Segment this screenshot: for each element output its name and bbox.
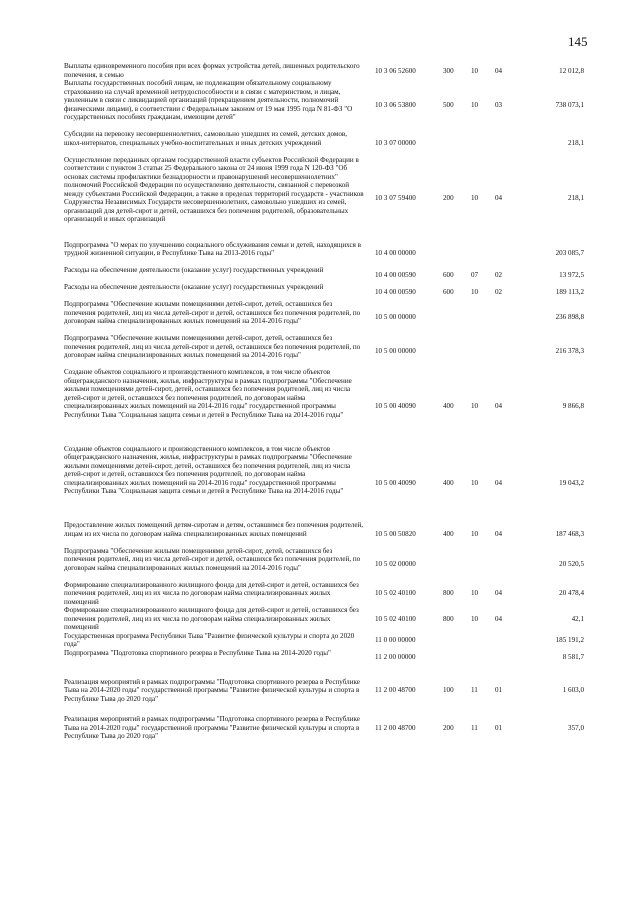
row-description: Подпрограмма "Обеспечение жилыми помещениями детей-сирот, детей, оставшихся без попечения родителей, лиц из числа детей-сирот и детей, оставшихся без попечения родителей, по договорам найма специализированных жилых помещений на 2014-2016 годы" [64,334,361,359]
row-code: 10 4 00 00590 [375,287,416,296]
row-subsection: 02 [495,287,503,296]
row-description: Расходы на обеспечение деятельности (оказание услуг) государственных учреждений [64,266,324,274]
row-subsection: 04 [495,614,503,623]
row-amount: 9 866,8 [562,402,584,410]
table-row [64,368,584,445]
row-spacer [64,703,584,715]
table-row [64,521,584,547]
row-description: Подпрограмма "Подготовка спортивного резерва в Республике Тыва на 2014-2020 годы" [64,648,331,657]
table-row [64,79,584,130]
row-description: Формирование специализированного жилищного фонда для детей-сирот и детей, оставшихся без попечения родителей, лиц из их числа по договорам найма специализированных жилых помещений [64,606,359,631]
row-amount: 13 972,5 [559,270,584,279]
table-row [64,156,584,241]
row-section: 10 [471,193,479,202]
row-description: Расходы на обеспечение деятельности (оказание услуг) государственных учреждений [64,283,324,291]
row-description: Реализация мероприятий в рамках подпрограммы "Подготовка спортивного резерва в Республике Тыва на 2014-2020 годы" государственной программы "Развитие физической культуры и спорта в Республике Тыва до 2020 года" [64,677,360,703]
row-code: 10 5 02 00000 [375,559,416,568]
row-expense-type: 400 [443,402,454,410]
row-code: 11 0 00 00000 [375,635,416,644]
row-expense-type: 800 [443,589,454,597]
table-row [64,547,584,581]
table-row [64,130,584,156]
table-row [64,62,584,79]
row-subsection: 01 [495,723,503,732]
row-description: Реализация мероприятий в рамках подпрограммы "Подготовка спортивного резерва в Республике Тыва на 2014-2020 годы" государственной программы "Развитие физической культуры и спорта в Республике Тыва до 2020 года" [64,715,360,740]
row-subsection: 04 [495,589,503,597]
row-code: 11 2 00 00000 [375,652,416,661]
table-row [64,715,584,741]
row-amount: 357,0 [568,723,584,732]
row-expense-type: 400 [443,478,454,487]
row-subsection: 03 [495,100,503,109]
row-section: 10 [471,614,479,623]
table-row [64,649,584,666]
row-description: Государственная программа Республики Тыва "Развитие физической культуры и спорта до 2020 года" [64,631,355,648]
row-section: 07 [471,270,479,279]
row-amount: 1 603,0 [562,686,584,694]
table-row [64,606,584,632]
row-section: 11 [471,686,478,694]
row-code: 10 4 00 00000 [375,249,416,257]
row-expense-type: 200 [443,723,454,732]
row-code: 10 5 00 00000 [375,312,416,321]
row-section: 10 [471,478,479,487]
row-amount: 12 012,8 [559,66,584,75]
row-section: 10 [471,402,479,410]
row-amount: 8 581,7 [562,652,584,661]
row-code: 10 3 06 52600 [375,66,416,75]
row-code: 11 2 00 48700 [375,723,416,732]
row-code: 10 3 06 53800 [375,100,416,109]
row-amount: 19 043,2 [559,478,584,487]
row-amount: 218,1 [568,193,584,202]
row-description: Субсидии на перевозку несовершеннолетних, самовольно ушедших из семей, детских домов, школ-интернатов, специальных учебно-воспитательных и иных детских учреждений [64,130,348,147]
row-section: 10 [471,589,479,597]
row-description: Создание объектов социального и производственного комплексов, в том числе объектов общегражданского назначения, жилья, инфраструктуры в рамках подпрограммы "Обеспечение жилыми помещениями детей-сирот, детей, оставшихся без попечения родителей, лиц из числа детей-сирот и детей, оставшихся без попечения родителей, по договорам найма специализированных жилых помещений на 2014-2016 годы" государственной программы Республики Тыва "Социальная защита семьи и детей в Республике Тыва на 2014-2016 годы" [64,444,352,495]
row-code: 10 3 07 59400 [375,193,416,202]
row-description: Формирование специализированного жилищного фонда для детей-сирот и детей, оставшихся без попечения родителей, лиц из их числа по договорам найма специализированных жилых помещений [64,580,359,606]
row-spacer [64,666,584,678]
row-amount: 189 113,2 [555,287,584,296]
row-expense-type: 300 [443,66,454,75]
row-description: Подпрограмма "Обеспечение жилыми помещениями детей-сирот, детей, оставшихся без попечения родителей, лиц из числа детей-сирот и детей, оставшихся без попечения родителей, по договорам найма специализированных жилых помещений на 2014-2016 годы" [64,546,361,572]
row-amount: 185 191,2 [555,635,584,644]
row-expense-type: 800 [443,614,454,623]
row-expense-type: 200 [443,193,454,202]
row-expense-type: 600 [443,270,454,279]
row-expense-type: 500 [443,100,454,109]
table-row [64,283,584,300]
row-amount: 187 468,3 [555,529,584,538]
row-subsection: 01 [495,686,503,694]
table-row [64,334,584,368]
row-description: Предоставление жилых помещений детям-сиротам и детям, оставшимся без попечения родителей, лицам из их числа по договорам найма специализированных жилых помещений [64,521,364,538]
table-row [64,300,584,334]
row-subsection: 02 [495,270,503,279]
budget-table [64,62,584,741]
table-row [64,266,584,283]
row-code: 11 2 00 48700 [375,686,416,694]
row-subsection: 04 [495,529,503,538]
row-description: Выплаты государственных пособий лицам, не подлежащим обязательному социальному страхованию на случай временной нетрудоспособности и в связи с материнством, и лицам, уволенным в связи с ликвидацией организаций (прекращением деятельности, полномочий физическими лицами), в соответствии с Федеральным законом от 19 мая 1995 года N 81-ФЗ "О государственных пособиях гражданам, имеющим детей" [64,79,353,121]
row-code: 10 5 02 40100 [375,589,416,597]
row-subsection: 04 [495,478,503,487]
row-description: Осуществление переданных органам государственной власти субъектов Российской Федерации в соответствии с пунктом 3 статьи 25 Федерального закона от 24 июня 1999 года N 120-ФЗ "Об основах системы профилактики безнадзорности и правонарушений несовершеннолетних" полномочий Российской Федерации по осуществлению деятельности, связанной с перевозкой между субъектами Российской Федерации, а также в пределах территорий государств - участников Содружества Независимых Государств несовершеннолетних, самовольно ушедших из семей, организаций для детей-сирот и детей, оставшихся без попечения родителей, образовательных организаций и иных организаций [64,155,364,223]
row-subsection: 04 [495,193,503,202]
row-code: 10 4 00 00590 [375,270,416,279]
row-amount: 20 520,5 [559,559,584,568]
row-expense-type: 400 [443,529,454,538]
row-description: Выплаты единовременного пособия при всех формах устройства детей, лишенных родительского попечения, в семью [64,62,360,79]
row-code: 10 5 02 40100 [375,614,416,623]
row-section: 11 [471,723,478,732]
row-amount: 20 478,4 [559,589,584,597]
row-description: Подпрограмма "О мерах по улучшению социального обслуживания семьи и детей, находящихся в трудной жизненной ситуации, в Республике Тыва на 2013-2016 годы" [64,240,362,257]
page-number: 145 [568,34,588,49]
row-code: 10 5 00 00000 [375,346,416,355]
row-amount: 203 085,7 [555,249,584,257]
row-code: 10 3 07 00000 [375,138,416,147]
row-description: Подпрограмма "Обеспечение жилыми помещениями детей-сирот, детей, оставшихся без попечения родителей, лиц из числа детей-сирот и детей, оставшихся без попечения родителей, по договорам найма специализированных жилых помещений на 2014-2016 годы" [64,300,361,325]
row-subsection: 04 [495,66,503,75]
row-section: 10 [471,287,479,296]
row-amount: 216 378,3 [555,346,584,355]
row-subsection: 04 [495,402,503,410]
table-row [64,581,584,607]
row-amount: 236 898,8 [555,312,584,321]
row-description: Создание объектов социального и производственного комплексов, в том числе объектов общегражданского назначения, жилья, инфраструктуры в рамках подпрограммы "Обеспечение жилыми помещениями детей-сирот, детей, оставшихся без попечения родителей, лиц из числа детей-сирот и детей, оставшихся без попечения родителей, по договорам найма специализированных жилых помещений на 2014-2016 годы" государственной программы Республики Тыва "Социальная защита семьи и детей в Республике Тыва на 2014-2016 годы" [64,368,352,419]
row-amount: 738 073,1 [555,100,584,109]
row-section: 10 [471,529,479,538]
row-code: 10 5 00 40090 [375,402,416,410]
table-row [64,241,584,267]
table-row [64,445,584,522]
row-code: 10 5 00 50820 [375,529,416,538]
row-section: 10 [471,66,479,75]
row-section: 10 [471,100,479,109]
row-amount: 218,1 [568,138,584,147]
row-code: 10 5 00 40090 [375,478,416,487]
row-amount: 42,1 [571,614,584,623]
table-row [64,678,584,704]
row-expense-type: 600 [443,287,454,296]
table-row [64,632,584,649]
row-expense-type: 100 [443,686,454,694]
